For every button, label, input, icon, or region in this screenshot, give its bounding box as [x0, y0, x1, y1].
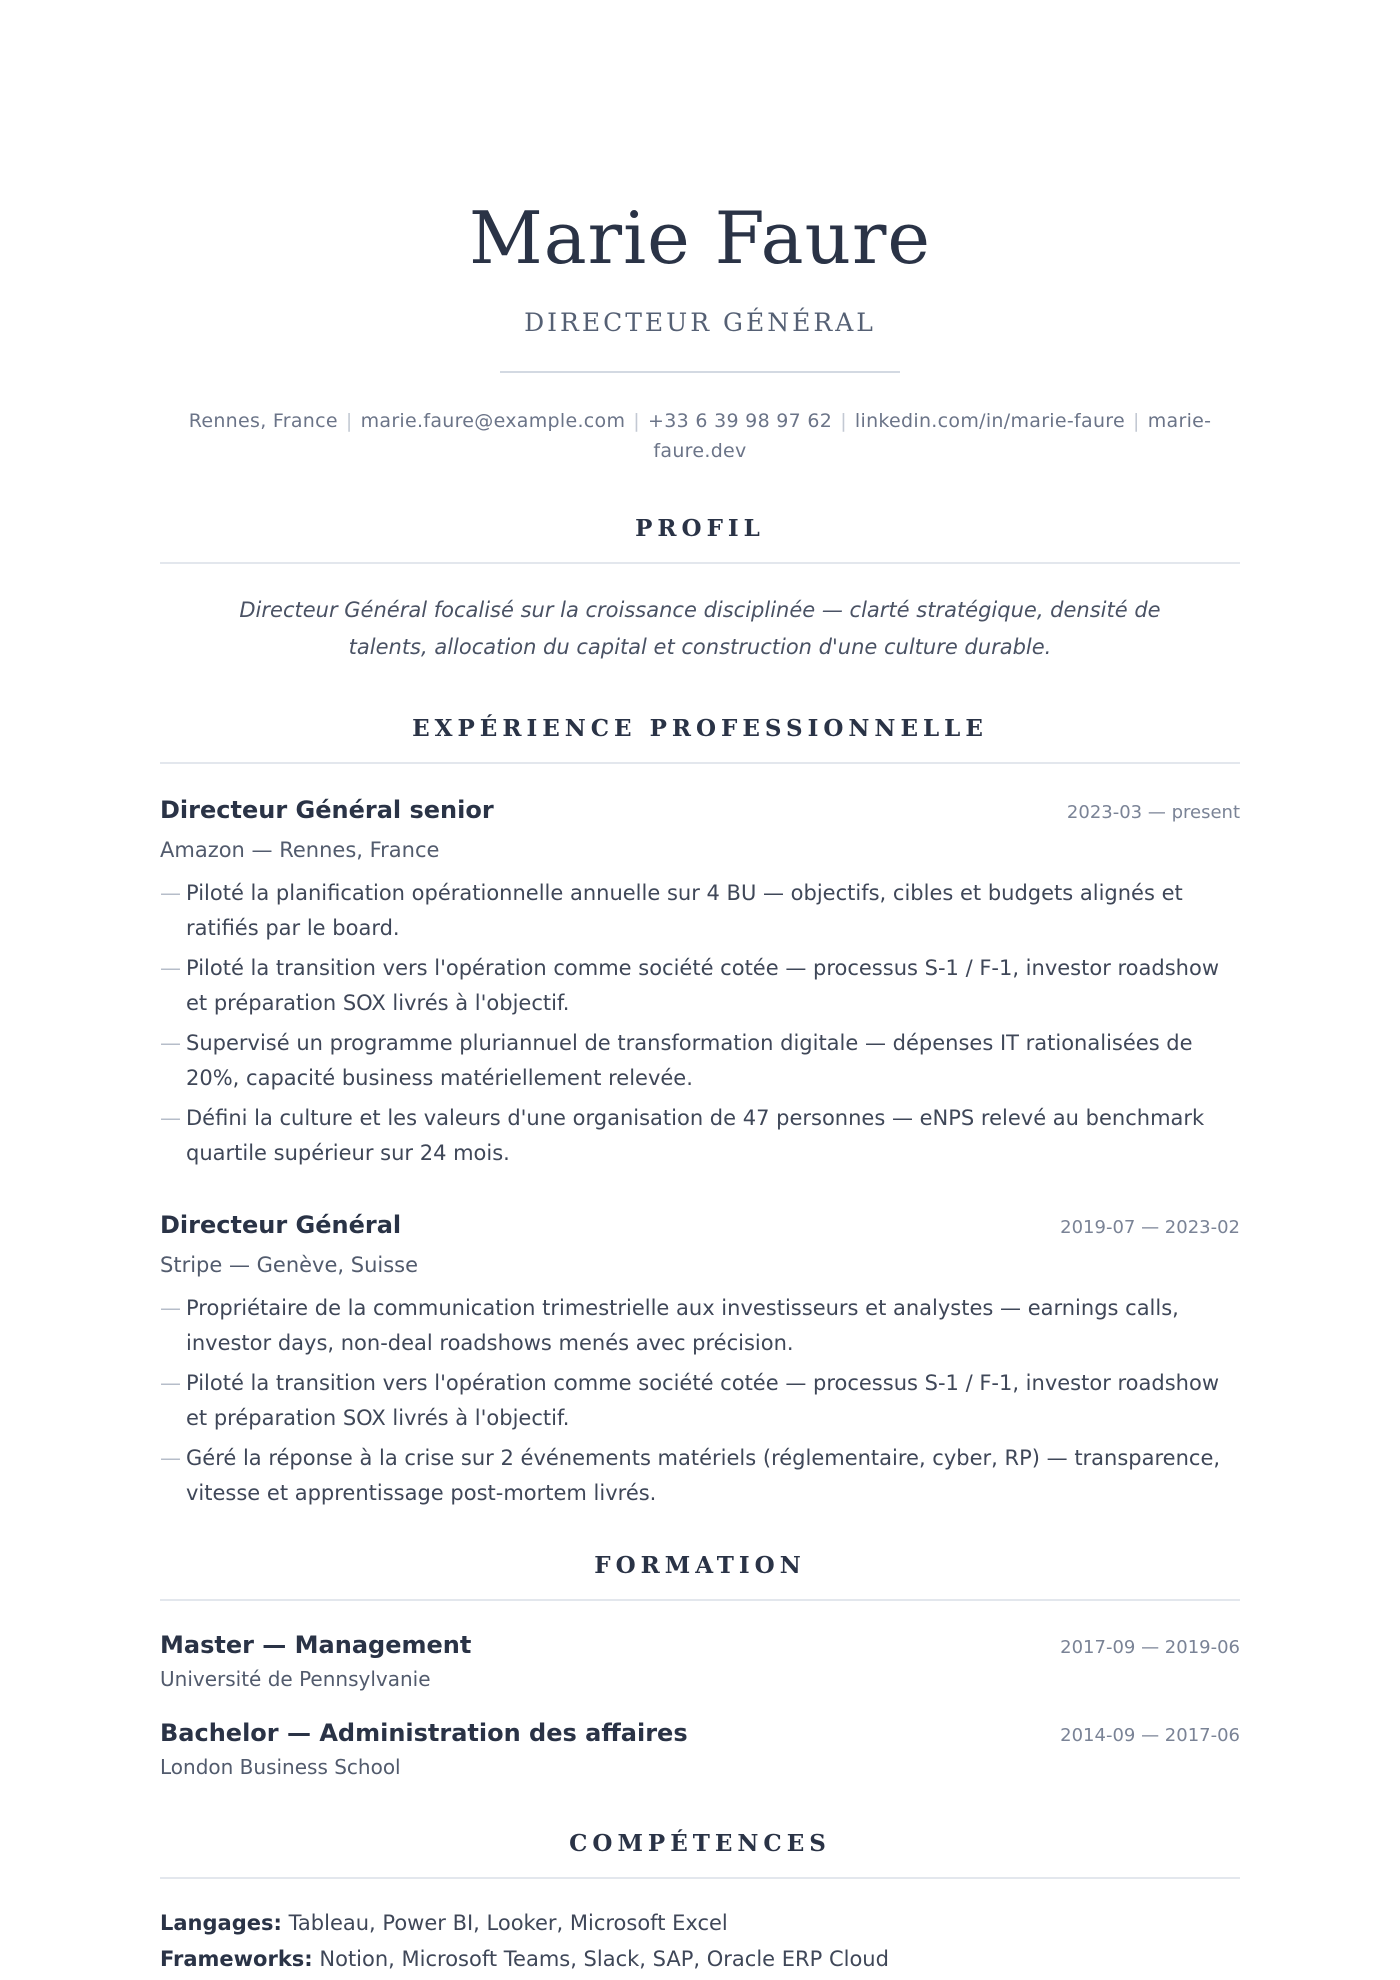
job-bullet — [160, 876, 1240, 946]
education-entry — [160, 1717, 1240, 1781]
job-title: Directeur Général senior — [160, 796, 494, 824]
section-divider — [160, 562, 1240, 564]
profile-summary: Directeur Général focalisé sur la croissance disciplinée — clarté stratégique, densité de talents, allocation du capital et construction d'une culture durable. — [239, 598, 1161, 659]
job-bullet — [160, 951, 1240, 1021]
bullet-text: Piloté la planification opérationnelle annuelle sur 4 BU — objectifs, cibles et budgets alignés et ratifiés par le board. — [186, 881, 1183, 940]
job-bullets — [160, 1291, 1240, 1511]
contact-linkedin[interactable]: linkedin.com/in/marie-faure — [854, 410, 1125, 432]
bullet-dash: — — [160, 1106, 181, 1130]
contact-separator: | — [345, 410, 353, 432]
experience-section — [160, 714, 1240, 1511]
job-bullets — [160, 876, 1240, 1171]
job-bullet — [160, 1441, 1240, 1511]
job-dates: 2019-07 — 2023-02 — [1060, 1217, 1240, 1238]
section-heading-experience: EXPÉRIENCE PROFESSIONNELLE — [412, 715, 988, 742]
school-name: London Business School — [160, 1755, 401, 1779]
header-divider — [500, 371, 900, 373]
bullet-text: Propriétaire de la communication trimestrielle aux investisseurs et analystes — earnings calls, investor days, non-deal roadshows menés avec précision. — [186, 1296, 1179, 1355]
job-company: Stripe — Genève, Suisse — [160, 1253, 419, 1277]
job-bullet — [160, 1026, 1240, 1096]
bullet-text: Défini la culture et les valeurs d'une organisation de 47 personnes — eNPS relevé au benchmark quartile supérieur sur 24 mois. — [186, 1106, 1205, 1165]
section-heading-profil: PROFIL — [635, 515, 765, 542]
bullet-dash: — — [160, 1031, 181, 1055]
degree-title: Master — Management — [160, 1631, 472, 1659]
contact-separator: | — [840, 410, 847, 432]
contact-separator: | — [633, 410, 640, 432]
job-dates: 2023-03 — present — [1066, 802, 1240, 823]
bullet-text: Supervisé un programme pluriannuel de transformation digitale — dépenses IT rationalisées de 20%, capacité business matériellement relevée. — [186, 1031, 1193, 1090]
contact-website[interactable]: marie-faure.dev — [653, 410, 1212, 462]
job-bullet — [160, 1101, 1240, 1171]
job-bullet — [160, 1291, 1240, 1361]
degree-title: Bachelor — Administration des affaires — [160, 1719, 688, 1747]
job-entry — [160, 1209, 1240, 1511]
contact-phone[interactable]: +33 6 39 98 97 62 — [648, 410, 833, 432]
bullet-text: Géré la réponse à la crise sur 2 événements matériels (réglementaire, cyber, RP) — transparence, vitesse et apprentissage post-mortem livrés. — [186, 1446, 1221, 1505]
bullet-text: Piloté la transition vers l'opération comme société cotée — processus S-1 / F-1, investor roadshow et préparation SOX livrés à l'objectif. — [186, 1371, 1219, 1430]
contact-location: Rennes, France — [188, 410, 338, 432]
bullet-dash: — — [160, 1371, 181, 1395]
job-header — [160, 794, 1240, 826]
bullet-dash: — — [160, 1296, 181, 1320]
contact-email[interactable]: marie.faure@example.com — [360, 410, 626, 432]
skill-row — [160, 1941, 1240, 1977]
section-divider — [160, 1599, 1240, 1601]
skill-label: Langages: — [160, 1911, 282, 1935]
section-heading-competences: COMPÉTENCES — [569, 1830, 831, 1857]
education-dates: 2014-09 — 2017-06 — [1060, 1725, 1240, 1746]
skill-values: Tableau, Power BI, Looker, Microsoft Excel — [288, 1911, 728, 1935]
education-header — [160, 1717, 1240, 1749]
job-header — [160, 1209, 1240, 1241]
section-divider — [160, 1877, 1240, 1879]
job-company: Amazon — Rennes, France — [160, 838, 440, 862]
education-header — [160, 1629, 1240, 1661]
skills-list — [160, 1905, 1240, 1977]
education-entry — [160, 1629, 1240, 1693]
education-dates: 2017-09 — 2019-06 — [1060, 1637, 1240, 1658]
profile-section — [160, 514, 1240, 666]
bullet-text: Piloté la transition vers l'opération comme société cotée — processus S-1 / F-1, investor roadshow et préparation SOX livrés à l'objectif. — [186, 956, 1219, 1015]
education-section — [160, 1551, 1240, 1781]
skill-values: Notion, Microsoft Teams, Slack, SAP, Oracle ERP Cloud — [319, 1947, 889, 1971]
contact-line — [170, 406, 1230, 466]
resume-header — [160, 0, 1240, 466]
job-title: Directeur Général — [160, 1211, 402, 1239]
candidate-name: Marie Faure — [469, 196, 931, 280]
job-bullet — [160, 1366, 1240, 1436]
bullet-dash: — — [160, 881, 181, 905]
skill-label: Frameworks: — [160, 1947, 313, 1971]
section-heading-formation: FORMATION — [594, 1552, 806, 1579]
job-title-headline: DIRECTEUR GÉNÉRAL — [524, 308, 876, 337]
contact-separator: | — [1133, 410, 1140, 432]
school-name: Université de Pennsylvanie — [160, 1667, 431, 1691]
section-divider — [160, 762, 1240, 764]
skill-row — [160, 1905, 1240, 1941]
bullet-dash: — — [160, 1446, 181, 1470]
bullet-dash: — — [160, 956, 181, 980]
job-entry — [160, 794, 1240, 1171]
skills-section — [160, 1829, 1240, 1977]
